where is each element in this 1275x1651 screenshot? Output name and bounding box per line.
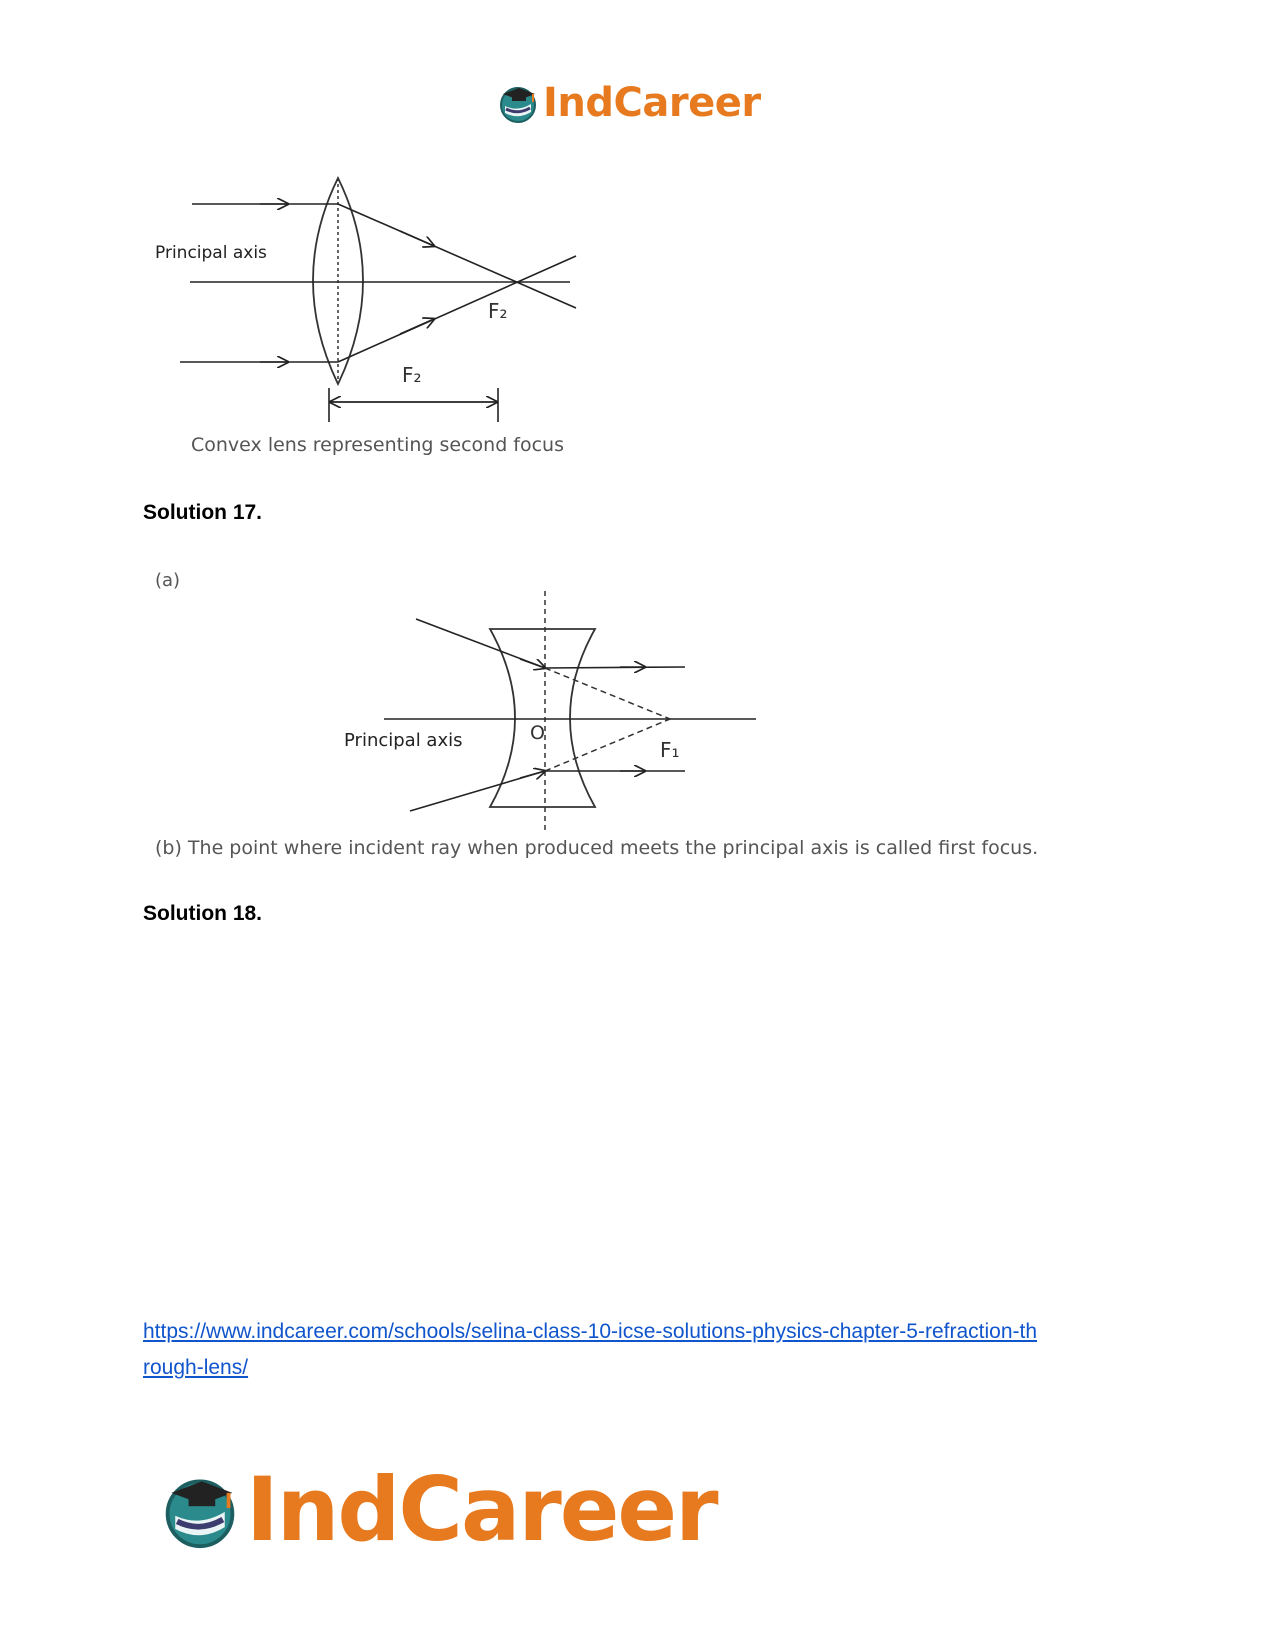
url-line-1: https://www.indcareer.com/schools/selina-class-10-icse-solutions-physics-chapter-5-refraction-th (143, 1320, 1038, 1343)
refracted-ray-bottom (338, 256, 576, 362)
produced-ray-top (545, 668, 670, 719)
concave-lens-diagram (380, 585, 770, 835)
solution-18-heading: Solution 18. (143, 902, 263, 925)
convex-lens-diagram (150, 170, 610, 430)
url-line-2: rough-lens/ (143, 1356, 249, 1379)
graduation-globe-icon (497, 82, 539, 124)
refracted-ray-top (338, 204, 576, 308)
focal-length-label: F₂ (402, 363, 422, 387)
produced-ray-bottom (545, 719, 670, 771)
part-b-text: (b) The point where incident ray when produced meets the principal axis is called first focus. (155, 837, 1039, 859)
footer-logo (160, 1458, 717, 1561)
first-focus-label: F₁ (660, 738, 680, 762)
emergent-ray-top (545, 667, 685, 668)
figure1-caption: Convex lens representing second focus (191, 434, 564, 456)
source-url-link[interactable] (143, 1314, 1143, 1386)
optical-centre-label: O (530, 722, 545, 744)
graduation-globe-icon (160, 1470, 240, 1550)
header-logo (497, 78, 761, 128)
solution-17-heading: Solution 17. (143, 501, 263, 524)
concave-lens-shape (490, 629, 595, 807)
focus-point-label: F₂ (488, 299, 508, 323)
figure1-axis-label: Principal axis (155, 243, 267, 263)
part-a-label: (a) (155, 570, 181, 591)
figure2-axis-label: Principal axis (344, 730, 463, 751)
logo-wordmark: IndCareer (246, 1458, 717, 1561)
logo-wordmark: IndCareer (543, 80, 761, 126)
